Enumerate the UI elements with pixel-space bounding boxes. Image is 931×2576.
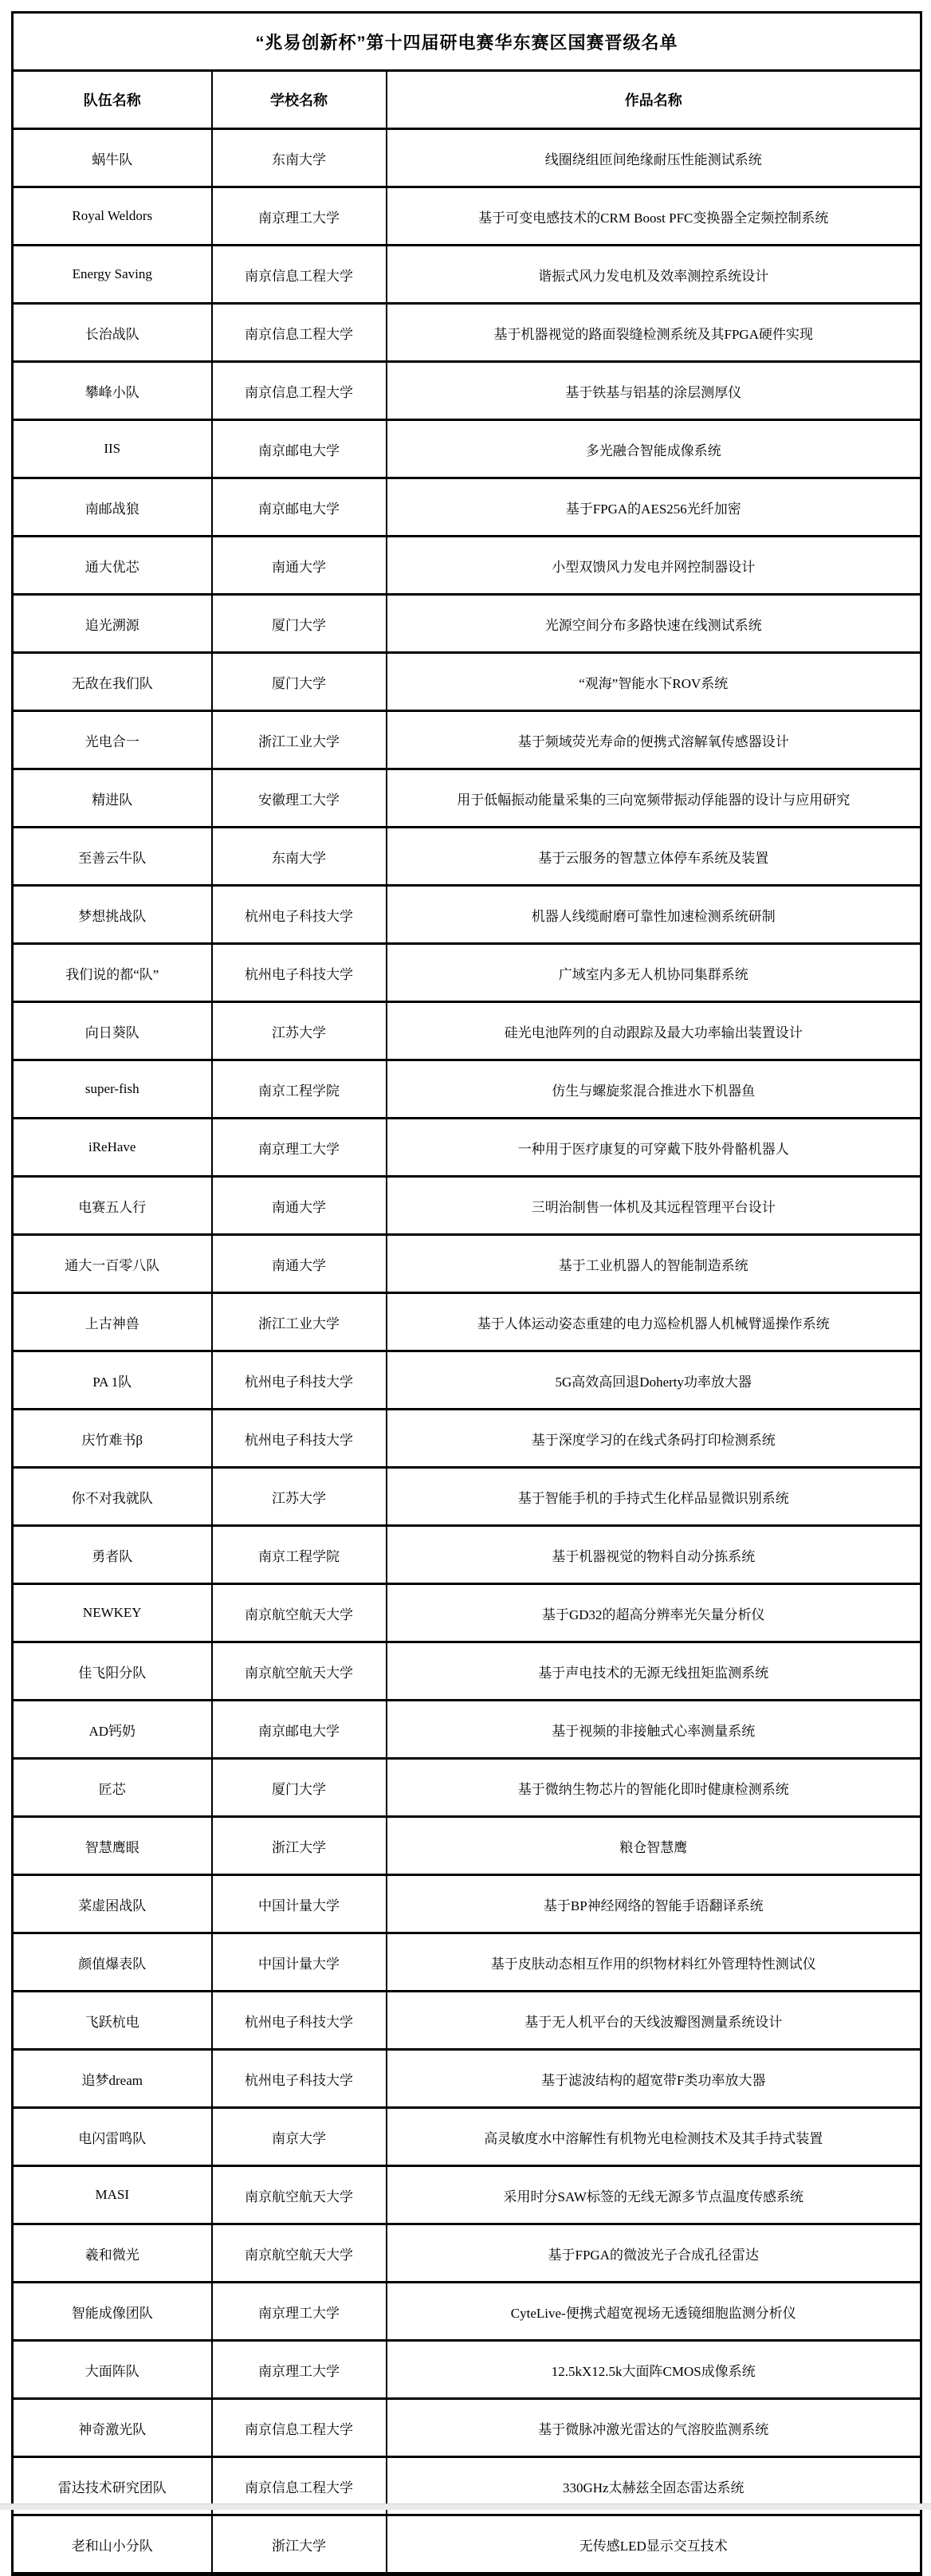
school-name-cell: 南京信息工程大学 bbox=[212, 246, 387, 304]
team-name-cell: 雷达技术研究团队 bbox=[13, 2457, 212, 2515]
work-name-cell: 广域室内多无人机协同集群系统 bbox=[387, 944, 921, 1002]
team-name-cell: MASI bbox=[13, 2166, 212, 2224]
work-name-cell: 三明治制售一体机及其远程管理平台设计 bbox=[387, 1177, 921, 1235]
school-name-cell: 浙江大学 bbox=[212, 1817, 387, 1875]
table-row bbox=[13, 1177, 921, 1235]
team-name-cell: 电赛五人行 bbox=[13, 1177, 212, 1235]
work-name-cell: 基于FPGA的AES256光纤加密 bbox=[387, 478, 921, 537]
table-body bbox=[13, 129, 921, 2574]
team-name-cell: 蜗牛队 bbox=[13, 129, 212, 187]
table-row bbox=[13, 2166, 921, 2224]
team-name-cell: 神奇激光队 bbox=[13, 2399, 212, 2457]
table-row bbox=[13, 828, 921, 886]
team-name-cell: 精进队 bbox=[13, 769, 212, 828]
team-name-cell: 长治战队 bbox=[13, 304, 212, 362]
team-name-cell: 梦想挑战队 bbox=[13, 886, 212, 944]
school-name-cell: 江苏大学 bbox=[212, 1002, 387, 1060]
school-name-cell: 南通大学 bbox=[212, 537, 387, 595]
school-name-cell: 东南大学 bbox=[212, 828, 387, 886]
work-name-cell: 基于深度学习的在线式条码打印检测系统 bbox=[387, 1410, 921, 1468]
school-name-cell: 南京工程学院 bbox=[212, 1526, 387, 1584]
table-row bbox=[13, 711, 921, 769]
team-name-cell: 老和山小分队 bbox=[13, 2515, 212, 2574]
work-name-cell: 仿生与螺旋浆混合推进水下机器鱼 bbox=[387, 1060, 921, 1119]
school-name-cell: 浙江大学 bbox=[212, 2515, 387, 2574]
team-name-cell: 飞跃杭电 bbox=[13, 1992, 212, 2050]
school-name-cell: 南京理工大学 bbox=[212, 2341, 387, 2399]
team-name-cell: 勇者队 bbox=[13, 1526, 212, 1584]
table-row bbox=[13, 1002, 921, 1060]
table-row bbox=[13, 2108, 921, 2166]
table-row bbox=[13, 1235, 921, 1293]
school-name-cell: 南京航空航天大学 bbox=[212, 1642, 387, 1701]
school-name-cell: 南京航空航天大学 bbox=[212, 1584, 387, 1642]
team-name-cell: 追梦dream bbox=[13, 2050, 212, 2108]
school-name-cell: 杭州电子科技大学 bbox=[212, 1992, 387, 2050]
table-row bbox=[13, 653, 921, 711]
team-name-cell: 颜值爆表队 bbox=[13, 1933, 212, 1992]
work-name-cell: 基于GD32的超高分辨率光矢量分析仪 bbox=[387, 1584, 921, 1642]
table-row bbox=[13, 1817, 921, 1875]
work-name-cell: 基于云服务的智慧立体停车系统及装置 bbox=[387, 828, 921, 886]
team-name-cell: 大面阵队 bbox=[13, 2341, 212, 2399]
team-name-cell: iReHave bbox=[13, 1119, 212, 1177]
school-name-cell: 南京理工大学 bbox=[212, 1119, 387, 1177]
work-name-cell: 基于工业机器人的智能制造系统 bbox=[387, 1235, 921, 1293]
team-name-cell: 通大一百零八队 bbox=[13, 1235, 212, 1293]
bottom-edge-strip bbox=[0, 2503, 931, 2510]
title-row bbox=[13, 13, 921, 71]
work-name-cell: 谐振式风力发电机及效率测控系统设计 bbox=[387, 246, 921, 304]
work-name-cell: 5G高效高回退Doherty功率放大器 bbox=[387, 1351, 921, 1410]
work-name-cell: 无传感LED显示交互技术 bbox=[387, 2515, 921, 2574]
table-row bbox=[13, 304, 921, 362]
team-name-cell: 追光溯源 bbox=[13, 595, 212, 653]
work-name-cell: 基于铁基与铝基的涂层测厚仪 bbox=[387, 362, 921, 420]
work-name-cell: 用于低幅振动能量采集的三向宽频带振动俘能器的设计与应用研究 bbox=[387, 769, 921, 828]
table-row bbox=[13, 595, 921, 653]
team-name-cell: IIS bbox=[13, 420, 212, 478]
school-name-cell: 浙江工业大学 bbox=[212, 1293, 387, 1351]
table-row bbox=[13, 2341, 921, 2399]
work-name-cell: 线圈绕组匝间绝缘耐压性能测试系统 bbox=[387, 129, 921, 187]
team-name-cell: 南邮战狼 bbox=[13, 478, 212, 537]
school-name-cell: 南京理工大学 bbox=[212, 2283, 387, 2341]
school-name-cell: 南京信息工程大学 bbox=[212, 2457, 387, 2515]
work-name-cell: 基于可变电感技术的CRM Boost PFC变换器全定频控制系统 bbox=[387, 187, 921, 246]
work-name-cell: “观海”智能水下ROV系统 bbox=[387, 653, 921, 711]
table-row bbox=[13, 1701, 921, 1759]
table-row bbox=[13, 478, 921, 537]
school-name-cell: 浙江工业大学 bbox=[212, 711, 387, 769]
table-head bbox=[13, 13, 921, 129]
table-row bbox=[13, 1933, 921, 1992]
table-row bbox=[13, 1351, 921, 1410]
school-name-cell: 南京邮电大学 bbox=[212, 478, 387, 537]
column-header-work: 作品名称 bbox=[387, 71, 921, 129]
team-name-cell: Royal Weldors bbox=[13, 187, 212, 246]
header-row bbox=[13, 71, 921, 129]
work-name-cell: 粮仓智慧鹰 bbox=[387, 1817, 921, 1875]
work-name-cell: 基于FPGA的微波光子合成孔径雷达 bbox=[387, 2224, 921, 2283]
school-name-cell: 杭州电子科技大学 bbox=[212, 1351, 387, 1410]
team-name-cell: AD钙奶 bbox=[13, 1701, 212, 1759]
table-row bbox=[13, 886, 921, 944]
work-name-cell: 多光融合智能成像系统 bbox=[387, 420, 921, 478]
table-row bbox=[13, 2224, 921, 2283]
work-name-cell: 小型双馈风力发电并网控制器设计 bbox=[387, 537, 921, 595]
team-name-cell: 上古神兽 bbox=[13, 1293, 212, 1351]
table-row bbox=[13, 1060, 921, 1119]
work-name-cell: 基于微纳生物芯片的智能化即时健康检测系统 bbox=[387, 1759, 921, 1817]
school-name-cell: 杭州电子科技大学 bbox=[212, 2050, 387, 2108]
team-name-cell: Energy Saving bbox=[13, 246, 212, 304]
table-row bbox=[13, 1992, 921, 2050]
team-name-cell: 攀峰小队 bbox=[13, 362, 212, 420]
work-name-cell: 一种用于医疗康复的可穿戴下肢外骨骼机器人 bbox=[387, 1119, 921, 1177]
work-name-cell: 基于无人机平台的天线波瓣图测量系统设计 bbox=[387, 1992, 921, 2050]
school-name-cell: 东南大学 bbox=[212, 129, 387, 187]
team-name-cell: 佳飞阳分队 bbox=[13, 1642, 212, 1701]
team-name-cell: 我们说的都“队” bbox=[13, 944, 212, 1002]
team-name-cell: NEWKEY bbox=[13, 1584, 212, 1642]
school-name-cell: 南京信息工程大学 bbox=[212, 362, 387, 420]
team-name-cell: 智慧鹰眼 bbox=[13, 1817, 212, 1875]
school-name-cell: 南京大学 bbox=[212, 2108, 387, 2166]
table-row bbox=[13, 1468, 921, 1526]
table-row bbox=[13, 1526, 921, 1584]
school-name-cell: 厦门大学 bbox=[212, 653, 387, 711]
work-name-cell: 采用时分SAW标签的无线无源多节点温度传感系统 bbox=[387, 2166, 921, 2224]
work-name-cell: 基于皮肤动态相互作用的织物材料红外管理特性测试仪 bbox=[387, 1933, 921, 1992]
work-name-cell: 基于滤波结构的超宽带F类功率放大器 bbox=[387, 2050, 921, 2108]
work-name-cell: 基于声电技术的无源无线扭矩监测系统 bbox=[387, 1642, 921, 1701]
school-name-cell: 厦门大学 bbox=[212, 595, 387, 653]
table-row bbox=[13, 1875, 921, 1933]
column-header-school: 学校名称 bbox=[212, 71, 387, 129]
school-name-cell: 南京邮电大学 bbox=[212, 420, 387, 478]
school-name-cell: 南京邮电大学 bbox=[212, 1701, 387, 1759]
team-name-cell: 羲和微光 bbox=[13, 2224, 212, 2283]
column-header-team: 队伍名称 bbox=[13, 71, 212, 129]
table-row bbox=[13, 187, 921, 246]
work-name-cell: 光源空间分布多路快速在线测试系统 bbox=[387, 595, 921, 653]
school-name-cell: 南京理工大学 bbox=[212, 187, 387, 246]
team-name-cell: 无敌在我们队 bbox=[13, 653, 212, 711]
team-name-cell: 光电合一 bbox=[13, 711, 212, 769]
school-name-cell: 南京航空航天大学 bbox=[212, 2224, 387, 2283]
school-name-cell: 杭州电子科技大学 bbox=[212, 886, 387, 944]
promotion-list-table bbox=[11, 11, 922, 2576]
table-row bbox=[13, 129, 921, 187]
work-name-cell: 高灵敏度水中溶解性有机物光电检测技术及其手持式装置 bbox=[387, 2108, 921, 2166]
table-row bbox=[13, 420, 921, 478]
school-name-cell: 杭州电子科技大学 bbox=[212, 944, 387, 1002]
school-name-cell: 厦门大学 bbox=[212, 1759, 387, 1817]
work-name-cell: 机器人线缆耐磨可靠性加速检测系统研制 bbox=[387, 886, 921, 944]
table-row bbox=[13, 944, 921, 1002]
work-name-cell: 330GHz太赫兹全固态雷达系统 bbox=[387, 2457, 921, 2515]
school-name-cell: 南通大学 bbox=[212, 1177, 387, 1235]
school-name-cell: 南京航空航天大学 bbox=[212, 2166, 387, 2224]
table-row bbox=[13, 362, 921, 420]
team-name-cell: super-fish bbox=[13, 1060, 212, 1119]
school-name-cell: 安徽理工大学 bbox=[212, 769, 387, 828]
work-name-cell: 基于BP神经网络的智能手语翻译系统 bbox=[387, 1875, 921, 1933]
work-name-cell: 基于机器视觉的物料自动分拣系统 bbox=[387, 1526, 921, 1584]
document-page bbox=[11, 11, 920, 2576]
table-row bbox=[13, 2515, 921, 2574]
team-name-cell: PA 1队 bbox=[13, 1351, 212, 1410]
table-row bbox=[13, 2283, 921, 2341]
school-name-cell: 江苏大学 bbox=[212, 1468, 387, 1526]
work-name-cell: 基于微脉冲激光雷达的气溶胶监测系统 bbox=[387, 2399, 921, 2457]
work-name-cell: 基于人体运动姿态重建的电力巡检机器人机械臂遥操作系统 bbox=[387, 1293, 921, 1351]
team-name-cell: 庆竹难书β bbox=[13, 1410, 212, 1468]
table-row bbox=[13, 1642, 921, 1701]
work-name-cell: 12.5kX12.5k大面阵CMOS成像系统 bbox=[387, 2341, 921, 2399]
work-name-cell: CyteLive-便携式超宽视场无透镜细胞监测分析仪 bbox=[387, 2283, 921, 2341]
school-name-cell: 杭州电子科技大学 bbox=[212, 1410, 387, 1468]
team-name-cell: 电闪雷鸣队 bbox=[13, 2108, 212, 2166]
table-row bbox=[13, 1119, 921, 1177]
table-row bbox=[13, 537, 921, 595]
team-name-cell: 通大优芯 bbox=[13, 537, 212, 595]
work-name-cell: 基于机器视觉的路面裂缝检测系统及其FPGA硬件实现 bbox=[387, 304, 921, 362]
team-name-cell: 向日葵队 bbox=[13, 1002, 212, 1060]
school-name-cell: 中国计量大学 bbox=[212, 1875, 387, 1933]
table-row bbox=[13, 1410, 921, 1468]
team-name-cell: 匠芯 bbox=[13, 1759, 212, 1817]
school-name-cell: 中国计量大学 bbox=[212, 1933, 387, 1992]
work-name-cell: 硅光电池阵列的自动跟踪及最大功率输出装置设计 bbox=[387, 1002, 921, 1060]
table-row bbox=[13, 2050, 921, 2108]
page-title: “兆易创新杯”第十四届研电赛华东赛区国赛晋级名单 bbox=[13, 13, 921, 71]
team-name-cell: 菜虚困战队 bbox=[13, 1875, 212, 1933]
team-name-cell: 你不对我就队 bbox=[13, 1468, 212, 1526]
table-row bbox=[13, 1759, 921, 1817]
table-row bbox=[13, 769, 921, 828]
school-name-cell: 南京工程学院 bbox=[212, 1060, 387, 1119]
school-name-cell: 南通大学 bbox=[212, 1235, 387, 1293]
table-row bbox=[13, 1293, 921, 1351]
table-row bbox=[13, 2399, 921, 2457]
team-name-cell: 智能成像团队 bbox=[13, 2283, 212, 2341]
team-name-cell: 至善云牛队 bbox=[13, 828, 212, 886]
table-row bbox=[13, 246, 921, 304]
work-name-cell: 基于频域荧光寿命的便携式溶解氧传感器设计 bbox=[387, 711, 921, 769]
school-name-cell: 南京信息工程大学 bbox=[212, 304, 387, 362]
table-row bbox=[13, 1584, 921, 1642]
school-name-cell: 南京信息工程大学 bbox=[212, 2399, 387, 2457]
work-name-cell: 基于智能手机的手持式生化样品显微识别系统 bbox=[387, 1468, 921, 1526]
work-name-cell: 基于视频的非接触式心率测量系统 bbox=[387, 1701, 921, 1759]
